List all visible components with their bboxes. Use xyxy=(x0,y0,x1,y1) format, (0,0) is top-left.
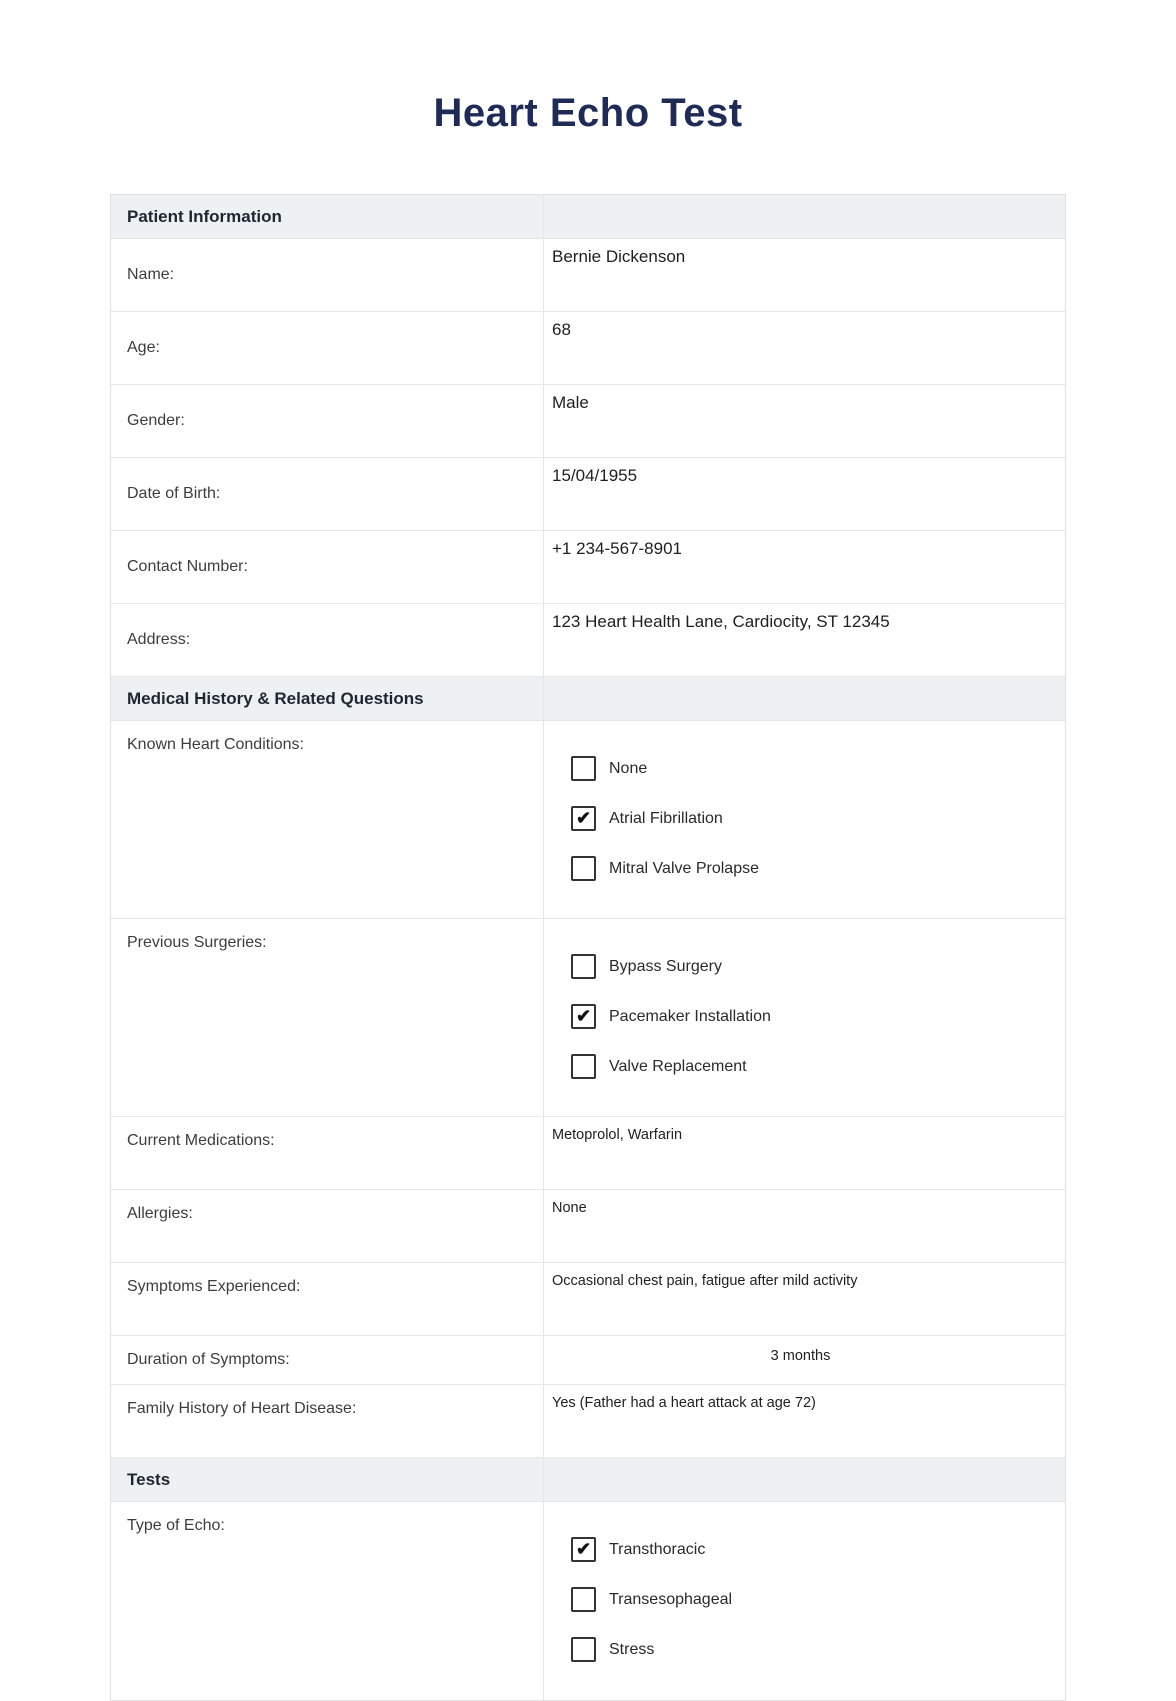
row-value-cell xyxy=(544,385,1065,457)
form-table xyxy=(110,194,1066,1701)
checkbox-label: Valve Replacement xyxy=(609,1057,747,1075)
row-value: +1 234-567-8901 xyxy=(552,539,682,558)
row-value-cell xyxy=(544,1336,1065,1384)
form-row xyxy=(111,239,1065,312)
page-title: Heart Echo Test xyxy=(433,91,743,135)
row-label: Family History of Heart Disease: xyxy=(127,1400,357,1417)
row-value: 3 months xyxy=(770,1348,831,1364)
form-row xyxy=(111,1263,1065,1336)
form-row xyxy=(111,385,1065,458)
checkbox-group xyxy=(552,1512,1049,1682)
row-value: 68 xyxy=(552,320,571,339)
checkbox-item[interactable] xyxy=(571,1587,1049,1612)
row-label-cell xyxy=(111,1385,544,1457)
checkmark-icon: ✔ xyxy=(575,1538,592,1559)
checkbox-item[interactable] xyxy=(571,806,1049,831)
row-value-cell xyxy=(544,919,1065,1116)
form-row xyxy=(111,1190,1065,1263)
section-header-label-cell xyxy=(111,677,544,720)
row-value-cell xyxy=(544,1190,1065,1262)
row-label: Address: xyxy=(127,631,191,648)
checkbox-label: Stress xyxy=(609,1640,655,1658)
section-header-spacer-cell xyxy=(544,677,1065,720)
row-value-cell xyxy=(544,721,1065,918)
section-header xyxy=(111,677,1065,721)
row-value: 15/04/1955 xyxy=(552,466,638,485)
row-label-cell xyxy=(111,1263,544,1335)
row-value: Metoprolol, Warfarin xyxy=(552,1127,683,1143)
checkbox-box[interactable] xyxy=(571,856,596,881)
section-header-spacer-cell xyxy=(544,195,1065,238)
checkbox-label: Transthoracic xyxy=(609,1540,706,1558)
row-label-cell xyxy=(111,312,544,384)
checkbox-label: None xyxy=(609,759,648,777)
checkbox-label: Bypass Surgery xyxy=(609,957,722,975)
row-label: Gender: xyxy=(127,412,185,429)
row-value-cell xyxy=(544,531,1065,603)
checkbox-box[interactable] xyxy=(571,954,596,979)
section-header xyxy=(111,195,1065,239)
row-value: 123 Heart Health Lane, Cardiocity, ST 12345 xyxy=(552,612,890,631)
row-label-cell xyxy=(111,1336,544,1384)
form-row xyxy=(111,312,1065,385)
row-label: Allergies: xyxy=(127,1205,193,1222)
row-value-cell xyxy=(544,604,1065,676)
row-label: Contact Number: xyxy=(127,558,248,575)
checkbox-item[interactable] xyxy=(571,1054,1049,1079)
row-label-cell xyxy=(111,531,544,603)
row-value: None xyxy=(552,1200,587,1216)
row-label: Date of Birth: xyxy=(127,485,221,502)
section-header xyxy=(111,1458,1065,1502)
row-value-cell xyxy=(544,1263,1065,1335)
row-value-cell xyxy=(544,458,1065,530)
section-title: Tests xyxy=(127,1469,171,1489)
row-label-cell xyxy=(111,1190,544,1262)
row-label: Previous Surgeries: xyxy=(127,934,267,951)
checkbox-box[interactable] xyxy=(571,1637,596,1662)
row-value-cell xyxy=(544,312,1065,384)
row-label-cell xyxy=(111,1117,544,1189)
section-title: Patient Information xyxy=(127,206,282,226)
checkbox-box[interactable] xyxy=(571,756,596,781)
form-row xyxy=(111,458,1065,531)
form-row xyxy=(111,1336,1065,1385)
section-header-label-cell xyxy=(111,1458,544,1501)
checkbox-label: Atrial Fibrillation xyxy=(609,809,723,827)
checkbox-box[interactable] xyxy=(571,806,596,831)
row-label-cell xyxy=(111,919,544,1116)
form-row xyxy=(111,1117,1065,1190)
checkbox-group xyxy=(552,929,1049,1099)
row-value: Bernie Dickenson xyxy=(552,247,686,266)
row-label: Known Heart Conditions: xyxy=(127,736,304,753)
form-row xyxy=(111,1502,1065,1700)
row-label-cell xyxy=(111,458,544,530)
row-value-cell xyxy=(544,1117,1065,1189)
form-row xyxy=(111,531,1065,604)
checkbox-label: Mitral Valve Prolapse xyxy=(609,859,759,877)
checkbox-box[interactable] xyxy=(571,1054,596,1079)
checkmark-icon: ✔ xyxy=(575,1005,592,1026)
form-row xyxy=(111,604,1065,677)
row-label: Current Medications: xyxy=(127,1132,275,1149)
section-header-label-cell xyxy=(111,195,544,238)
checkmark-icon: ✔ xyxy=(575,807,592,828)
checkbox-item[interactable] xyxy=(571,1637,1049,1662)
row-value-cell xyxy=(544,239,1065,311)
checkbox-box[interactable] xyxy=(571,1004,596,1029)
checkbox-label: Pacemaker Installation xyxy=(609,1007,771,1025)
row-label: Age: xyxy=(127,339,160,356)
row-value: Yes (Father had a heart attack at age 72) xyxy=(552,1395,816,1411)
row-value: Male xyxy=(552,393,589,412)
section-title: Medical History & Related Questions xyxy=(127,688,424,708)
row-label: Duration of Symptoms: xyxy=(127,1351,290,1368)
section-header-spacer-cell xyxy=(544,1458,1065,1501)
checkbox-group xyxy=(552,731,1049,901)
checkbox-item[interactable] xyxy=(571,856,1049,881)
row-label: Symptoms Experienced: xyxy=(127,1278,301,1295)
row-label-cell xyxy=(111,604,544,676)
row-label-cell xyxy=(111,721,544,918)
row-label-cell xyxy=(111,239,544,311)
row-value-cell xyxy=(544,1502,1065,1700)
checkbox-box[interactable] xyxy=(571,1537,596,1562)
row-label-cell xyxy=(111,1502,544,1700)
form-row xyxy=(111,919,1065,1117)
checkbox-item[interactable] xyxy=(571,756,1049,781)
checkbox-box[interactable] xyxy=(571,1587,596,1612)
row-label: Name: xyxy=(127,266,175,283)
checkbox-item[interactable] xyxy=(571,1004,1049,1029)
checkbox-item[interactable] xyxy=(571,1537,1049,1562)
row-label: Type of Echo: xyxy=(127,1517,225,1534)
form-row xyxy=(111,1385,1065,1458)
row-label-cell xyxy=(111,385,544,457)
form-row xyxy=(111,721,1065,919)
row-value: Occasional chest pain, fatigue after mild activity xyxy=(552,1273,858,1289)
checkbox-label: Transesophageal xyxy=(609,1590,733,1608)
row-value-cell xyxy=(544,1385,1065,1457)
checkbox-item[interactable] xyxy=(571,954,1049,979)
